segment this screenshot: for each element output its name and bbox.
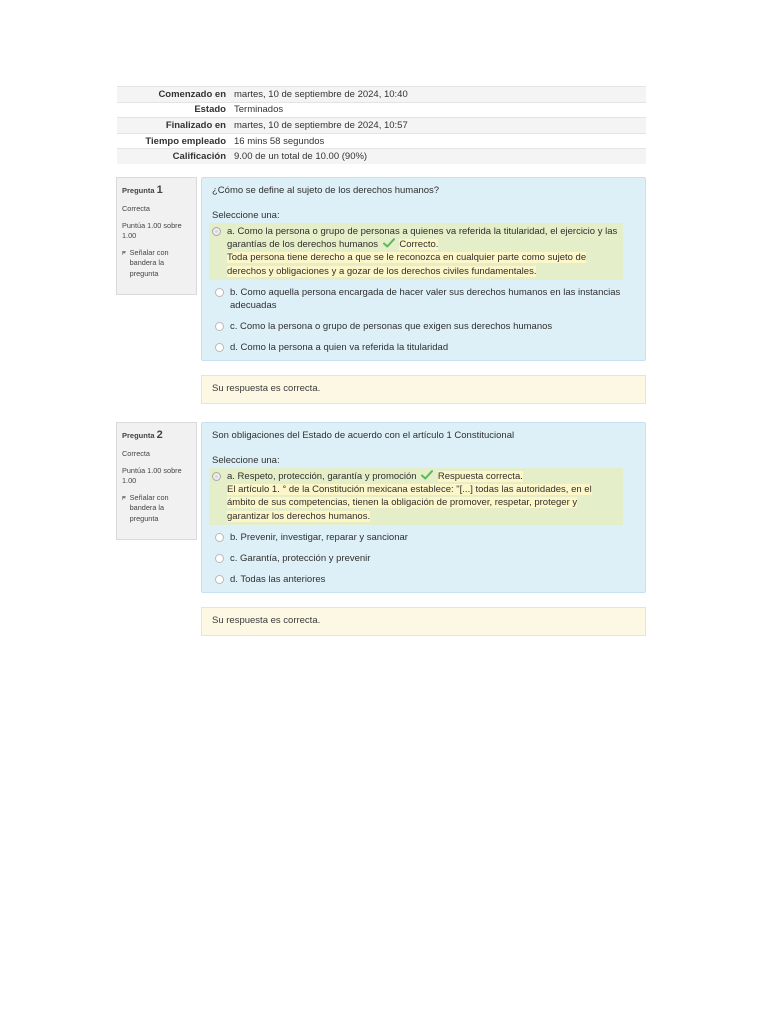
radio-icon[interactable] [212,227,221,236]
summary-value: martes, 10 de septiembre de 2024, 10:57 [230,118,646,134]
flag-label: Señalar con bandera la pregunta [129,247,169,278]
question-grade: Puntúa 1.00 sobre 1.00 [122,220,182,241]
summary-label: Calificación [117,149,230,165]
summary-row [117,149,646,165]
answer-option-a[interactable] [209,223,623,279]
question-number-value: 1 [156,184,163,196]
summary-label: Tiempo empleado [117,133,230,149]
answer-option-b[interactable] [212,529,635,546]
summary-value: 9.00 de un total de 10.00 (90%) [230,149,646,165]
answer-text: b. Prevenir, investigar, reparar y sancionar [230,531,408,543]
answer-option-c[interactable] [212,550,635,567]
answer-text: d. Como la persona a quien va referida la titularidad [230,341,449,353]
summary-row [117,87,646,103]
summary-row [117,102,646,118]
flag-question-link[interactable] [122,493,191,525]
answer-text: a. Como la persona o grupo de personas a quienes va referida la titularidad, el ejercicio y las garantías de los derechos humanos [227,226,618,251]
answer-option-a[interactable] [209,468,623,524]
radio-icon[interactable] [215,554,224,563]
radio-icon[interactable] [215,322,224,331]
flag-label: Señalar con bandera la pregunta [129,492,169,523]
question-state: Correcta [122,448,150,458]
summary-label: Comenzado en [117,87,230,103]
summary-value: 16 mins 58 segundos [230,133,646,149]
question-outcome-2: Su respuesta es correcta. [201,607,646,636]
answer-option-c[interactable] [212,318,635,335]
question-outcome-1: Su respuesta es correcta. [201,375,646,404]
flag-icon [122,494,127,502]
answer-text: c. Como la persona o grupo de personas que exigen sus derechos humanos [230,320,553,332]
summary-value: martes, 10 de septiembre de 2024, 10:40 [230,87,646,103]
flag-question-link[interactable] [122,248,191,280]
radio-icon[interactable] [215,288,224,297]
question-info-2 [116,422,197,540]
correct-mark: Respuesta correcta. [437,471,523,483]
question-content-1 [201,177,646,361]
answer-text: d. Todas las anteriores [230,573,326,585]
check-icon [383,238,395,248]
question-grade: Puntúa 1.00 sobre 1.00 [122,465,182,486]
question-label: Pregunta [122,186,155,195]
question-number-value: 2 [156,429,163,441]
summary-label: Estado [117,102,230,118]
answer-prompt: Seleccione una: [212,455,280,467]
question-text: Son obligaciones del Estado de acuerdo con el artículo 1 Constitucional [212,430,515,441]
answer-option-b[interactable] [212,284,635,314]
question-label: Pregunta [122,431,155,440]
check-icon [421,470,433,480]
radio-icon[interactable] [215,533,224,542]
radio-icon[interactable] [212,472,221,481]
answer-text: a. Respeto, protección, garantía y promoción [227,471,417,483]
question-state: Correcta [122,203,150,213]
question-content-2 [201,422,646,593]
summary-label: Finalizado en [117,118,230,134]
answer-prompt: Seleccione una: [212,210,280,222]
question-text: ¿Cómo se define al sujeto de los derechos humanos? [212,185,440,196]
question-info-1 [116,177,197,295]
question-number [122,428,191,444]
summary-value: Terminados [230,102,646,118]
specific-feedback: Toda persona tiene derecho a que se le reconozca en cualquier parte como sujeto de derechos y obligaciones y a gozar de los derechos civiles fundamentales. [227,252,587,277]
answer-text: b. Como aquella persona encargada de hacer valer sus derechos humanos en las instancias adecuadas [230,286,621,311]
flag-icon [122,249,127,257]
correct-mark: Correcto. [399,239,439,251]
specific-feedback: El artículo 1. ° de la Constitución mexicana establece: "[...] todas las autoridades, en el ámbito de sus competencias, tienen la obligación de promover, respetar, proteger y garantizar los derechos humanos. [227,484,592,522]
summary-row [117,118,646,134]
radio-icon[interactable] [215,343,224,352]
attempt-summary [117,86,646,164]
answer-option-d[interactable] [212,571,635,588]
answer-text: c. Garantía, protección y prevenir [230,552,371,564]
radio-icon[interactable] [215,575,224,584]
answer-option-d[interactable] [212,339,635,356]
summary-row [117,133,646,149]
question-number [122,183,191,199]
